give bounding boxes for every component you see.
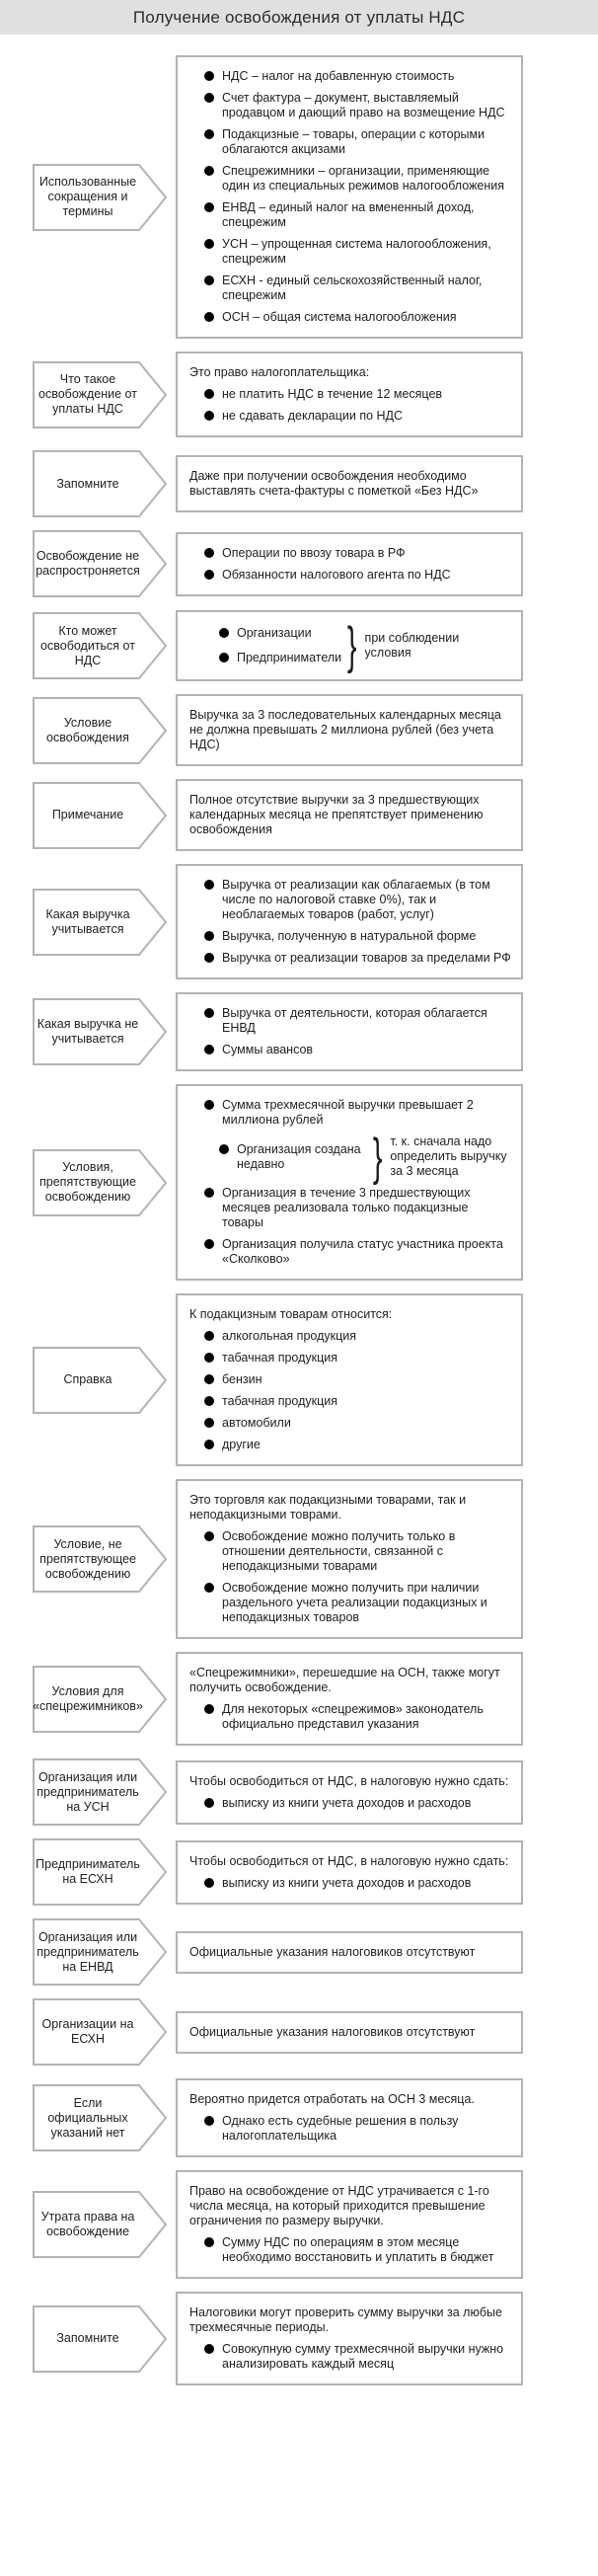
section-label-arrow xyxy=(33,164,168,231)
bullet-icon xyxy=(204,2237,214,2247)
flow-row xyxy=(0,351,598,437)
bullet-icon xyxy=(204,1798,214,1808)
section-label-arrow xyxy=(33,1758,168,1826)
list-item xyxy=(204,91,511,120)
bullet-icon xyxy=(204,931,214,941)
bullet-icon xyxy=(204,2116,214,2126)
brace-icon: } xyxy=(372,1128,383,1186)
flow-row xyxy=(0,864,598,979)
list-item xyxy=(204,2235,511,2265)
section-label: Предприниматель на ЕСХН xyxy=(36,1857,140,1886)
title-bar xyxy=(0,0,598,35)
list-item xyxy=(219,651,341,665)
list-item-text: НДС – налог на добавленную стоимость xyxy=(222,69,455,83)
list-item xyxy=(204,1237,511,1267)
paragraph: К подакцизным товарам относится: xyxy=(189,1307,393,1321)
bullet-icon xyxy=(204,389,214,399)
brace-icon: } xyxy=(347,617,357,674)
list-item-text: Суммы авансов xyxy=(222,1043,314,1056)
section-label-arrow xyxy=(33,782,168,849)
paragraph: Это торговля как подакцизными товарами, так и неподакцизными товрами. xyxy=(189,1493,467,1522)
content-box xyxy=(176,779,523,851)
bullet-icon xyxy=(204,1239,214,1249)
brace-group xyxy=(204,617,511,674)
bullet-list xyxy=(204,1796,511,1811)
list-item xyxy=(204,1438,511,1452)
list-item xyxy=(204,273,511,303)
list-item-text: ЕСХН - единый сельскохозяйственный налог, спецрежим xyxy=(222,273,483,302)
paragraph: Право на освобождение от НДС утрачивается с 1-го числа месяца, на который приходится превышение ограничения по размеру выручки. xyxy=(189,2184,489,2227)
list-item xyxy=(204,200,511,230)
content-box xyxy=(176,2078,523,2157)
bullet-list xyxy=(219,1142,367,1172)
list-item-text: Сумма трехмесячной выручки превышает 2 миллиона рублей xyxy=(222,1098,474,1127)
section-label-arrow xyxy=(33,998,168,1065)
list-item-text: Выручка от деятельности, которая облагается ЕНВД xyxy=(222,1006,487,1035)
list-item xyxy=(204,1351,511,1366)
list-item-text: не платить НДС в течение 12 месяцев xyxy=(222,387,443,401)
list-item xyxy=(204,1098,511,1128)
list-item-text: выписку из книги учета доходов и расходов xyxy=(222,1875,472,1890)
section-label: Какая выручка не учитывается xyxy=(37,1017,139,1046)
flow-row xyxy=(0,1479,598,1639)
list-item-text: Организации xyxy=(237,626,312,640)
bullet-list xyxy=(204,1098,511,1128)
bullet-icon xyxy=(204,1008,214,1018)
list-item-text: Сумму НДС по операциям в этом месяце необходимо восстановить и уплатить в бюджет xyxy=(222,2235,494,2264)
bullet-icon xyxy=(219,628,229,638)
section-label-arrow xyxy=(33,1666,168,1733)
list-item xyxy=(204,1416,511,1431)
list-item xyxy=(204,127,511,157)
flow-row xyxy=(0,694,598,766)
bullet-icon xyxy=(204,1374,214,1384)
content-box xyxy=(176,455,523,512)
list-item xyxy=(204,69,511,84)
content-box xyxy=(176,1840,523,1905)
list-item-text: автомобили xyxy=(222,1416,291,1430)
paragraph: Полное отсутствие выручки за 3 предшествующих календарных месяца не препятствует применению освобождения xyxy=(189,793,484,836)
bullet-icon xyxy=(204,1188,214,1198)
flow-row xyxy=(0,1998,598,2066)
bullet-list xyxy=(204,546,511,583)
content-box xyxy=(176,2011,523,2054)
content-box xyxy=(176,532,523,596)
paragraph: Вероятно придется отработать на ОСН 3 месяца. xyxy=(189,2092,475,2106)
paragraph: Чтобы освободиться от НДС, в налоговую нужно сдать: xyxy=(189,1773,509,1788)
list-item-text: Обязанности налогового агента по НДС xyxy=(222,567,451,582)
list-item-text: ОСН – общая система налогообложения xyxy=(222,310,457,324)
list-item-text: Выручка от реализации товаров за пределами РФ xyxy=(222,951,511,965)
brace-group xyxy=(204,1128,511,1186)
bullet-icon xyxy=(204,880,214,890)
section-label-arrow xyxy=(33,612,168,679)
section-label: Освобождение не распростроняется xyxy=(36,549,140,578)
list-item-text: табачная продукция xyxy=(222,1351,338,1365)
flow-row xyxy=(0,530,598,597)
list-item xyxy=(204,1372,511,1387)
bullet-icon xyxy=(204,1396,214,1406)
bullet-icon xyxy=(204,570,214,580)
content-box xyxy=(176,1479,523,1639)
content-box xyxy=(176,694,523,766)
section-label-arrow xyxy=(33,530,168,597)
list-item xyxy=(204,1702,511,1732)
list-item xyxy=(204,568,511,583)
section-label: Организации на ЕСХН xyxy=(41,2017,134,2046)
bullet-icon xyxy=(204,93,214,103)
bullet-list xyxy=(204,1006,511,1057)
section-label: Справка xyxy=(63,1372,112,1386)
section-label: Условие, не препятствующее освобождению xyxy=(39,1536,136,1581)
bullet-icon xyxy=(204,1583,214,1593)
content-box xyxy=(176,1931,523,1974)
section-label-arrow xyxy=(33,450,168,517)
list-item-text: другие xyxy=(222,1438,261,1451)
section-label-arrow xyxy=(33,361,168,429)
list-item xyxy=(219,626,341,641)
bullet-icon xyxy=(204,1440,214,1449)
section-label: Запомните xyxy=(56,2331,119,2345)
list-item xyxy=(204,1876,511,1891)
list-item-text: Освобождение можно получить при наличии раздельного учета реализации подакцизных и неподакцизных товаров xyxy=(222,1581,487,1624)
flow-row xyxy=(0,450,598,517)
bullet-list xyxy=(204,2342,511,2372)
paragraph: Даже при получении освобождения необходимо выставлять счета-фактуры с пометкой «Без НДС» xyxy=(189,469,479,498)
list-item-text: Выручка от реализации как облагаемых (в том числе по налоговой ставке 0%), так и необлагаемых товаров (работ, услуг) xyxy=(222,878,490,921)
list-item-text: алкогольная продукция xyxy=(222,1329,356,1343)
section-label: Запомните xyxy=(56,476,119,491)
bullet-list xyxy=(204,1329,511,1452)
bullet-icon xyxy=(204,1331,214,1341)
list-item-text: Для некоторых «спецрежимов» законодатель официально представил указания xyxy=(222,1702,484,1731)
list-item xyxy=(204,1329,511,1344)
content-box xyxy=(176,864,523,979)
list-item xyxy=(204,878,511,922)
list-item-text: Организация в течение 3 предшествующих месяцев реализовала только подакцизные товары xyxy=(222,1186,471,1229)
bullet-icon xyxy=(204,1100,214,1110)
list-item-text: Совокупную сумму трехмесячной выручки нужно анализировать каждый месяц xyxy=(222,2342,504,2371)
flow-row xyxy=(0,779,598,851)
list-item-text: Спецрежимники – организации, применяющие один из специальных режимов налогообложения xyxy=(222,164,505,193)
section-label-arrow xyxy=(33,1525,168,1593)
list-item xyxy=(204,2114,511,2144)
flow-row xyxy=(0,2078,598,2157)
bullet-list xyxy=(204,1529,511,1625)
bullet-icon xyxy=(204,953,214,963)
paragraph: Официальные указания налоговиков отсутствуют xyxy=(189,2024,476,2039)
list-item-text: Однако есть судебные решения в пользу налогоплательщика xyxy=(222,2114,459,2143)
content-box xyxy=(176,1652,523,1746)
bullet-icon xyxy=(204,1531,214,1541)
bullet-icon xyxy=(204,1418,214,1428)
section-label-arrow xyxy=(33,1347,168,1414)
flow-row xyxy=(0,1758,598,1826)
list-item-text: ЕНВД – единый налог на вмененный доход, спецрежим xyxy=(222,200,475,229)
list-item-text: бензин xyxy=(222,1372,262,1386)
section-label-arrow xyxy=(33,2084,168,2151)
rows xyxy=(0,35,598,2455)
section-label: Что такое освобождение от уплаты НДС xyxy=(38,372,137,416)
list-item-text: УСН – упрощенная система налогообложения, спецрежим xyxy=(222,237,491,266)
section-label: Использованные сокращения и термины xyxy=(38,175,137,218)
flow-row xyxy=(0,992,598,1071)
list-item xyxy=(204,1796,511,1811)
paragraph: Выручка за 3 последовательных календарных месяца не должна превышать 2 миллиона рублей (без учета НДС) xyxy=(189,708,501,751)
section-label-arrow xyxy=(33,2191,168,2258)
bullet-list xyxy=(204,69,511,325)
bullet-list xyxy=(204,2114,511,2144)
bullet-list xyxy=(204,2235,511,2265)
paragraph: «Спецрежимники», перешедшие на ОСН, также могут получить освобождение. xyxy=(189,1666,500,1694)
flow-row xyxy=(0,55,598,339)
bullet-icon xyxy=(204,71,214,81)
section-label: Кто может освободиться от НДС xyxy=(40,623,135,667)
list-item xyxy=(204,1581,511,1625)
paragraph: Налоговики могут проверить сумму выручки за любые трехмесячные периоды. xyxy=(189,2305,502,2334)
section-label: Организация или предприниматель на УСН xyxy=(37,1769,139,1814)
section-label: Утрата права на освобождение xyxy=(40,2210,135,2238)
list-item xyxy=(204,1394,511,1409)
bullet-icon xyxy=(204,1878,214,1888)
page-title: Получение освобождения от уплаты НДС xyxy=(132,7,466,27)
bullet-list xyxy=(204,878,511,966)
content-box xyxy=(176,1293,523,1466)
flow-row xyxy=(0,1838,598,1906)
list-item xyxy=(204,310,511,325)
bullet-list xyxy=(204,387,511,424)
bullet-icon xyxy=(219,653,229,663)
flow-row xyxy=(0,2292,598,2385)
list-item xyxy=(204,409,511,424)
content-box xyxy=(176,992,523,1071)
list-item xyxy=(204,951,511,966)
list-item-text: табачная продукция xyxy=(222,1394,338,1408)
content-box xyxy=(176,1760,523,1825)
bullet-icon xyxy=(204,166,214,176)
section-label: Условия, препятствующие освобождению xyxy=(39,1160,136,1204)
list-item-text: Подакцизные – товары, операции с которыми облагаются акцизами xyxy=(222,127,486,156)
section-label-arrow xyxy=(33,1149,168,1216)
flow-row xyxy=(0,1084,598,1281)
section-label: Какая выручка учитывается xyxy=(45,906,130,936)
flow-row xyxy=(0,1652,598,1746)
bullet-icon xyxy=(204,312,214,322)
section-label-arrow xyxy=(33,889,168,956)
content-box xyxy=(176,2170,523,2279)
list-item xyxy=(204,1529,511,1574)
bullet-icon xyxy=(204,1045,214,1054)
bullet-icon xyxy=(204,129,214,139)
bullet-icon xyxy=(204,548,214,558)
flow-row xyxy=(0,610,598,681)
content-box xyxy=(176,351,523,437)
list-item-text: выписку из книги учета доходов и расходов xyxy=(222,1795,472,1810)
list-item xyxy=(204,1006,511,1036)
bullet-icon xyxy=(204,275,214,285)
content-box xyxy=(176,610,523,681)
section-label: Условия для «спецрежимников» xyxy=(33,1683,143,1713)
section-label-arrow xyxy=(33,1998,168,2066)
list-item xyxy=(204,387,511,402)
bullet-icon xyxy=(204,1353,214,1363)
list-item xyxy=(204,546,511,561)
bullet-list xyxy=(219,626,341,665)
list-item-text: Организация создана недавно xyxy=(237,1141,361,1171)
list-item xyxy=(204,2342,511,2372)
list-item xyxy=(204,164,511,194)
list-item xyxy=(219,1142,367,1172)
content-box xyxy=(176,55,523,339)
brace-side-text: при соблюдении условия xyxy=(364,631,460,660)
flow-row xyxy=(0,2170,598,2279)
list-item-text: Организация получила статус участника проекта «Сколково» xyxy=(222,1237,503,1266)
list-item xyxy=(204,1043,511,1057)
bullet-list xyxy=(204,1702,511,1732)
paragraph: Это право налогоплательщика: xyxy=(189,365,370,379)
section-label-arrow xyxy=(33,1838,168,1906)
section-label: Примечание xyxy=(51,808,124,821)
brace-side-text: т. к. сначала надо определить выручку за 3 месяца xyxy=(390,1134,507,1178)
list-item xyxy=(204,1186,511,1230)
bullet-icon xyxy=(204,411,214,421)
flow-row xyxy=(0,1293,598,1466)
list-item-text: Предприниматели xyxy=(237,651,342,664)
section-label-arrow xyxy=(33,1918,168,1986)
content-box xyxy=(176,2292,523,2385)
bullet-icon xyxy=(204,2344,214,2354)
bullet-icon xyxy=(219,1144,229,1154)
bullet-list xyxy=(204,1876,511,1891)
paragraph: Официальные указания налоговиков отсутствуют xyxy=(189,1944,476,1959)
list-item-text: Выручка, полученную в натуральной форме xyxy=(222,929,477,943)
paragraph: Чтобы освободиться от НДС, в налоговую нужно сдать: xyxy=(189,1853,509,1868)
section-label: Если официальных указаний нет xyxy=(47,2095,128,2140)
bullet-list xyxy=(204,1186,511,1267)
flow-row xyxy=(0,1918,598,1986)
list-item-text: Освобождение можно получить только в отношении деятельности, связанной с неподакцизными товарами xyxy=(222,1529,456,1573)
bullet-icon xyxy=(204,239,214,249)
section-label-arrow xyxy=(33,2305,168,2373)
bullet-icon xyxy=(204,1704,214,1714)
section-label-arrow xyxy=(33,697,168,764)
bullet-icon xyxy=(204,202,214,212)
content-box xyxy=(176,1084,523,1281)
section-label: Условие освобождения xyxy=(46,715,129,744)
list-item xyxy=(204,929,511,944)
section-label: Организация или предприниматель на ЕНВД xyxy=(37,1929,139,1974)
list-item xyxy=(204,237,511,267)
list-item-text: не сдавать декларации по НДС xyxy=(222,409,404,423)
list-item-text: Счет фактура – документ, выставляемый продавцом и дающий право на возмещение НДС xyxy=(222,91,505,119)
list-item-text: Операции по ввозу товара в РФ xyxy=(222,545,406,560)
